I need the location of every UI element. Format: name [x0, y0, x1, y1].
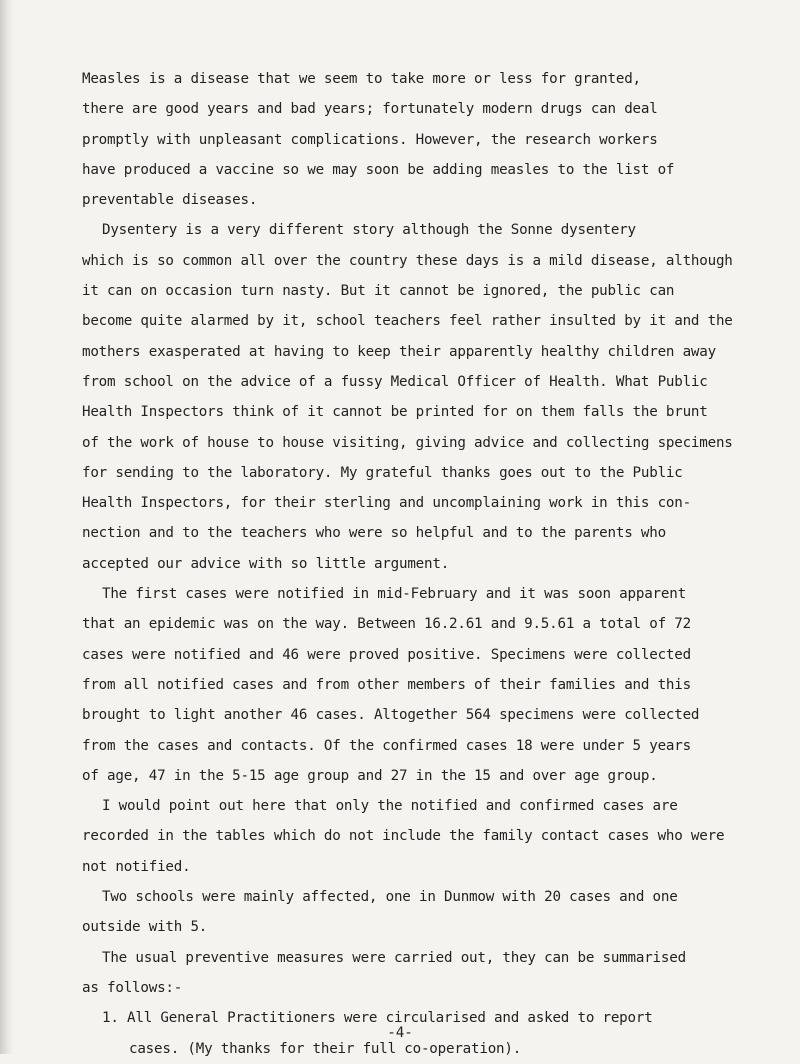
- text-line: from school on the advice of a fussy Medical Officer of Health. What Public: [82, 373, 708, 390]
- text-line: for sending to the laboratory. My grateful thanks goes out to the Public: [82, 464, 683, 481]
- text-line: preventable diseases.: [82, 192, 258, 209]
- text-line: not notified.: [82, 858, 191, 875]
- text-line: promptly with unpleasant complications. However, the research workers: [82, 131, 658, 148]
- text-line: The first cases were notified in mid-February and it was soon apparent: [102, 586, 686, 603]
- text-line: from the cases and contacts. Of the confirmed cases 18 were under 5 years: [82, 737, 691, 754]
- text-line: 1. All General Practitioners were circularised and asked to report: [102, 1010, 653, 1027]
- text-line: nection and to the teachers who were so helpful and to the parents who: [82, 525, 666, 542]
- text-line: I would point out here that only the notified and confirmed cases are: [102, 798, 678, 815]
- text-line: of age, 47 in the 5-15 age group and 27 in the 15 and over age group.: [82, 767, 658, 784]
- page-edge-shadow: [0, 0, 14, 1054]
- text-line: become quite alarmed by it, school teachers feel rather insulted by it and the: [82, 313, 733, 330]
- text-line: The usual preventive measures were carried out, they can be summarised: [102, 949, 686, 966]
- text-line: it can on occasion turn nasty. But it cannot be ignored, the public can: [82, 283, 675, 300]
- text-line: Two schools were mainly affected, one in Dunmow with 20 cases and one: [102, 889, 678, 906]
- text-line: Health Inspectors think of it cannot be printed for on them falls the brunt: [82, 404, 708, 421]
- text-line: from all notified cases and from other members of their families and this: [82, 676, 691, 693]
- text-line: cases. (My thanks for their full co-operation).: [129, 1040, 522, 1057]
- text-line: cases were notified and 46 were proved positive. Specimens were collected: [82, 646, 691, 663]
- text-line: there are good years and bad years; fortunately modern drugs can deal: [82, 101, 658, 118]
- text-line: recorded in the tables which do not include the family contact cases who were: [82, 828, 725, 845]
- text-line: outside with 5.: [82, 919, 208, 936]
- text-line: that an epidemic was on the way. Between 16.2.61 and 9.5.61 a total of 72: [82, 616, 691, 633]
- text-line: Measles is a disease that we seem to take more or less for granted,: [82, 71, 641, 87]
- text-line: Dysentery is a very different story although the Sonne dysentery: [102, 222, 636, 239]
- text-line: accepted our advice with so little argument.: [82, 555, 450, 572]
- text-line: which is so common all over the country these days is a mild disease, although: [82, 252, 733, 269]
- text-line: have produced a vaccine so we may soon be adding measles to the list of: [82, 161, 675, 178]
- document-body: [82, 64, 742, 1064]
- text-line: of the work of house to house visiting, giving advice and collecting specimens: [82, 434, 733, 451]
- text-line: mothers exasperated at having to keep their apparently healthy children away: [82, 343, 716, 360]
- text-line: Health Inspectors, for their sterling and uncomplaining work in this con-: [82, 495, 691, 512]
- text-line: as follows:-: [82, 979, 183, 996]
- text-line: brought to light another 46 cases. Altogether 564 specimens were collected: [82, 707, 700, 724]
- page-number: -4-: [387, 1025, 413, 1041]
